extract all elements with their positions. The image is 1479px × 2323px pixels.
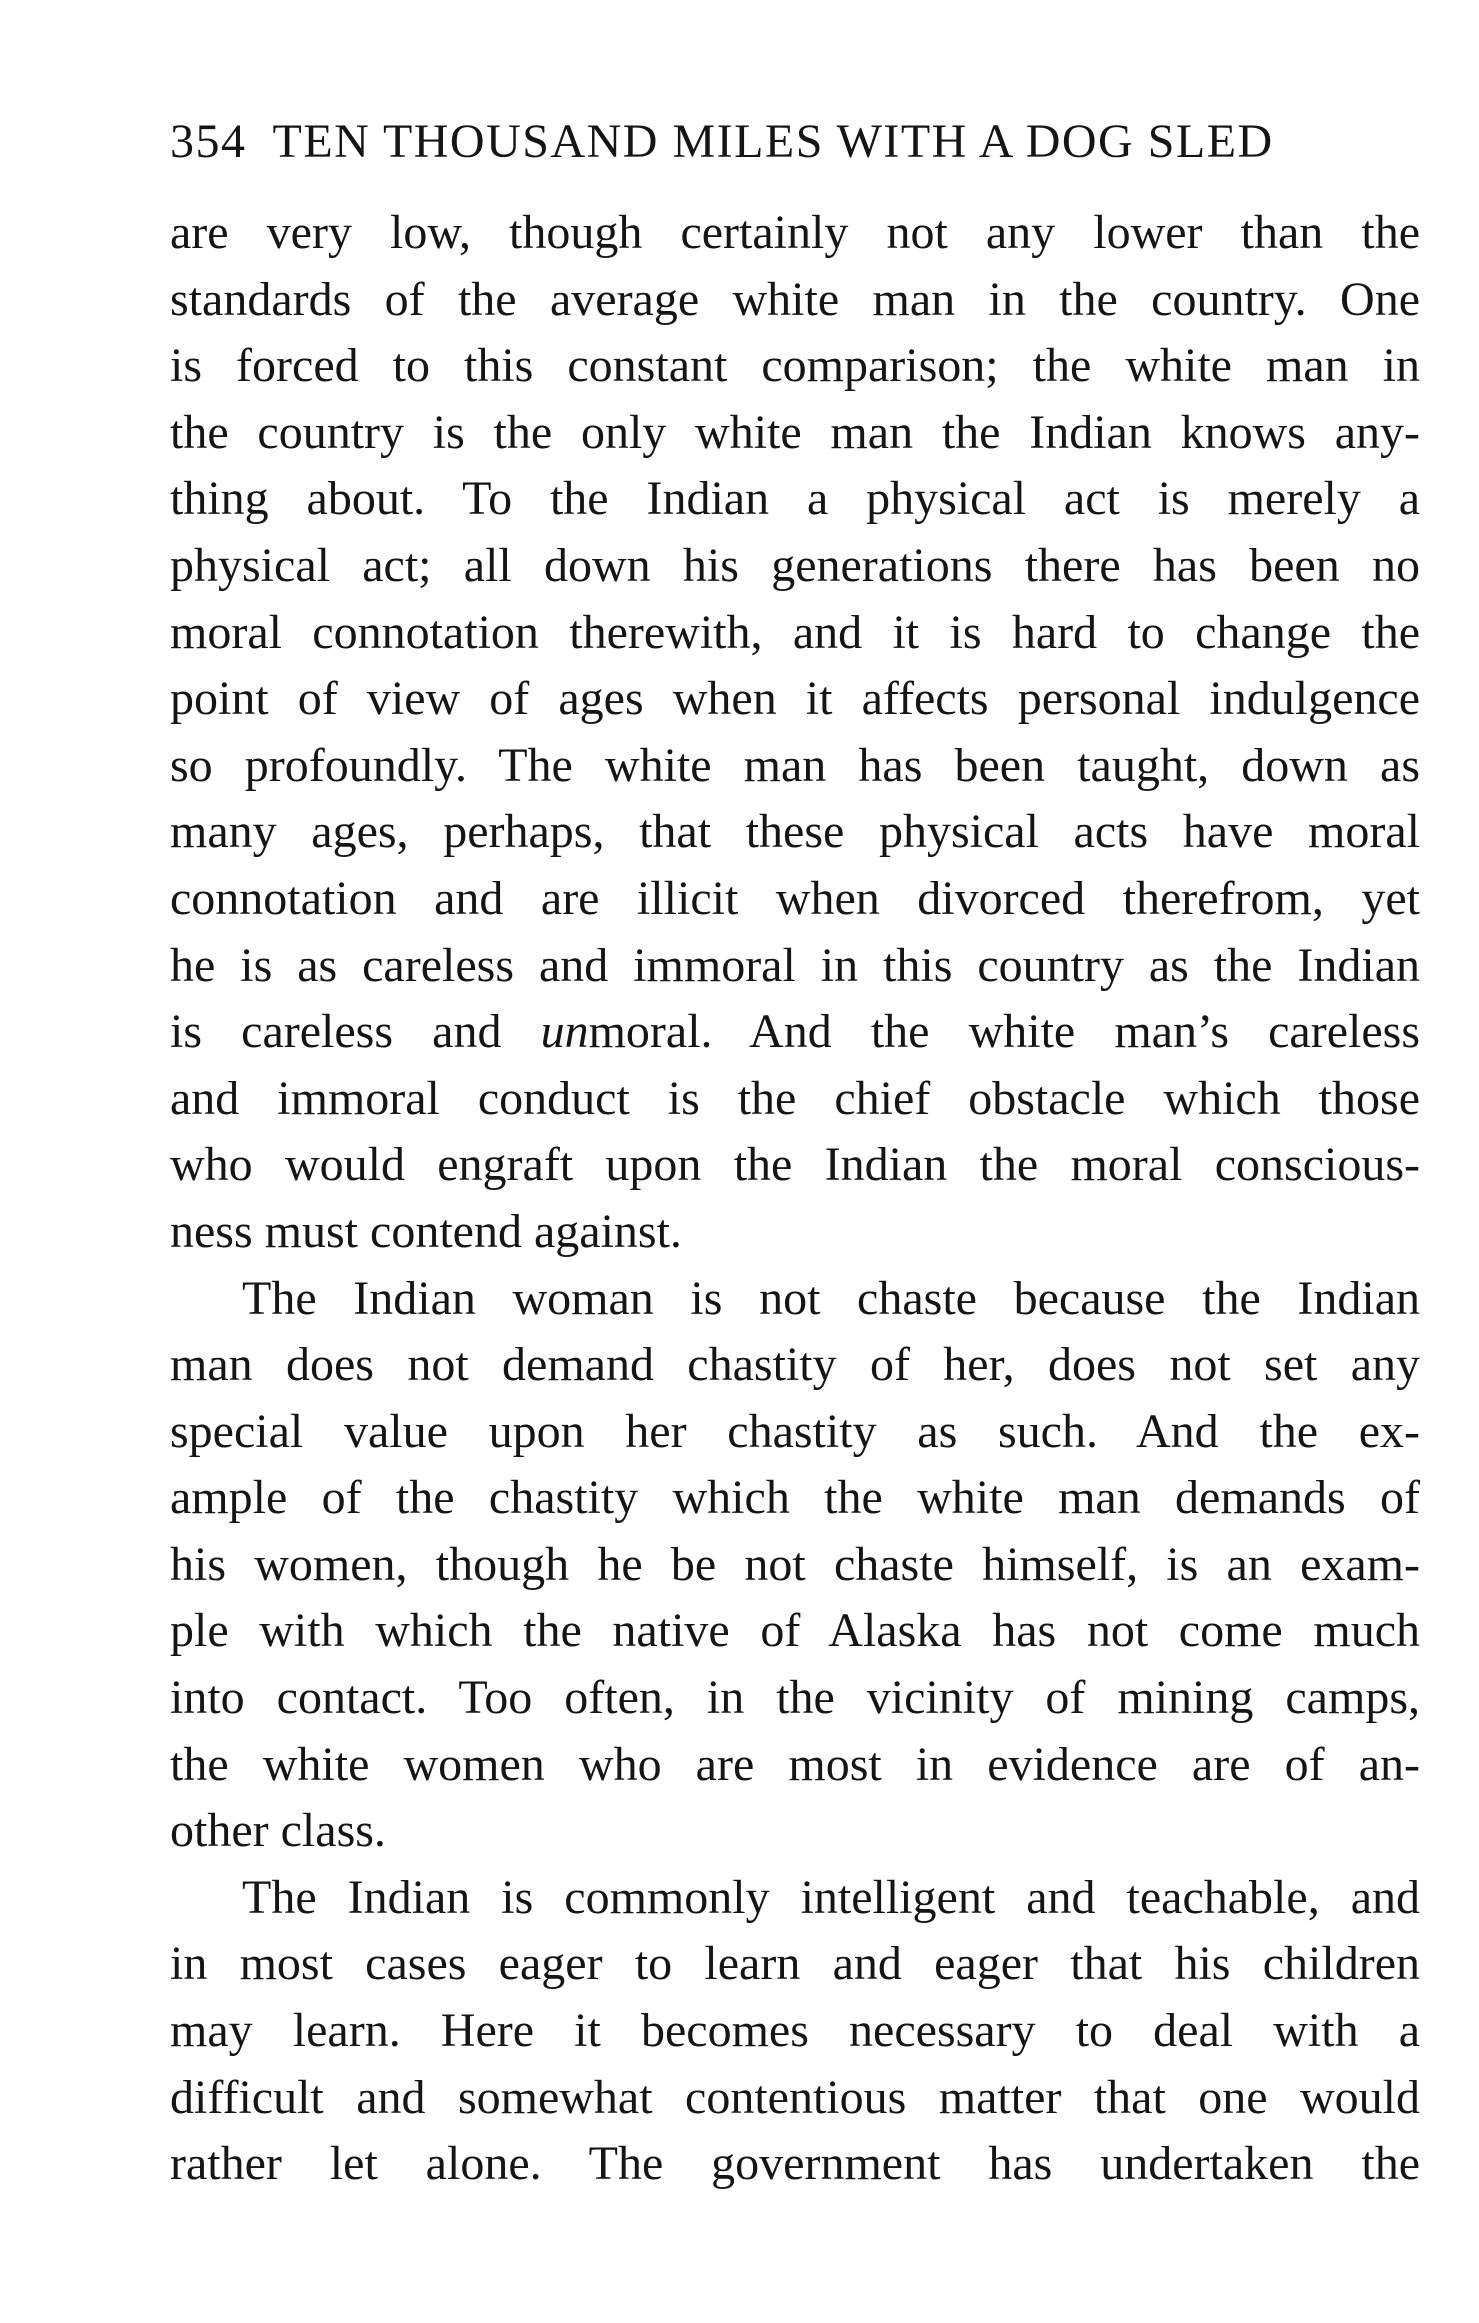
running-title: TEN THOUSAND MILES WITH A DOG SLED [272, 115, 1274, 168]
text-line: thing about. To the Indian a physical act is merely a [170, 472, 1420, 526]
italic-emphasis: un [540, 1005, 589, 1059]
text-line [170, 999, 1420, 1066]
text-line: are very low, though certainly not any lower than the [170, 206, 1420, 259]
text-line: man does not demand chastity of her, does not set any [170, 1338, 1420, 1392]
text-line: may learn. Here it becomes necessary to deal with a [170, 2004, 1420, 2058]
text-run: moral. And the white man’s careless [588, 1005, 1421, 1059]
text-line: the country is the only white man the Indian knows any- [170, 405, 1420, 459]
body-text [170, 200, 1420, 2198]
paragraph [170, 200, 1420, 1266]
text-run: is careless and [170, 1005, 502, 1059]
text-line: other class. [170, 1804, 386, 1858]
text-line: the white women who are most in evidence are of an- [170, 1737, 1420, 1791]
paragraph [170, 1266, 1420, 1865]
text-line: special value upon her chastity as such. And the ex- [170, 1404, 1420, 1458]
text-line: The Indian woman is not chaste because the Indian [242, 1271, 1420, 1325]
text-line: he is as careless and immoral in this country as the Indian [170, 938, 1420, 992]
text-line: ple with which the native of Alaska has not come much [170, 1604, 1420, 1658]
text-line: ample of the chastity which the white man demands of [170, 1471, 1420, 1525]
text-line: connotation and are illicit when divorced therefrom, yet [170, 871, 1420, 925]
text-line: The Indian is commonly intelligent and teachable, and [242, 1870, 1420, 1924]
text-line: standards of the average white man in the country. One [170, 272, 1420, 326]
text-line: his women, though he be not chaste himself, is an exam- [170, 1537, 1420, 1591]
text-line: rather let alone. The government has undertaken the [170, 2137, 1420, 2191]
text-line: difficult and somewhat contentious matter that one would [170, 2070, 1420, 2124]
text-line: into contact. Too often, in the vicinity of mining camps, [170, 1671, 1420, 1725]
paragraph [170, 1865, 1420, 2198]
text-line: in most cases eager to learn and eager that his children [170, 1937, 1420, 1991]
text-line: point of view of ages when it affects personal indulgence [170, 672, 1420, 726]
text-line: ness must contend against. [170, 1204, 682, 1258]
page-number: 354 [170, 115, 247, 168]
text-line: who would engraft upon the Indian the moral conscious- [170, 1138, 1420, 1192]
text-line: many ages, perhaps, that these physical acts have moral [170, 805, 1420, 859]
text-line: so profoundly. The white man has been taught, down as [170, 738, 1420, 792]
text-line: moral connotation therewith, and it is hard to change the [170, 605, 1420, 659]
text-line: is forced to this constant comparison; the white man in [170, 339, 1420, 393]
text-line: physical act; all down his generations there has been no [170, 538, 1420, 592]
running-head [170, 112, 1420, 172]
text-line: and immoral conduct is the chief obstacle which those [170, 1071, 1420, 1125]
